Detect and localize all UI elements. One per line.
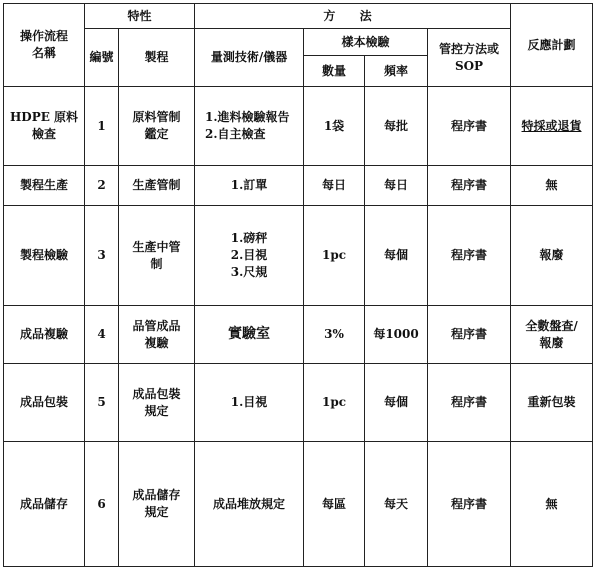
header-response-plan: 反應計劃 (511, 4, 593, 87)
row-response: 報廢 (511, 206, 593, 306)
row-process-name: HDPE 原料 檢查 (4, 87, 85, 166)
table-row (4, 166, 593, 206)
row-quantity: 3% (304, 306, 365, 364)
row-response: 重新包裝 (511, 364, 593, 442)
header-process-name: 操作流程 名稱 (4, 4, 85, 87)
row-response: 特採或退貨 (511, 87, 593, 166)
row-frequency: 每個 (365, 364, 428, 442)
row-process: 品管成品 複驗 (119, 306, 195, 364)
row-measurement: 1.訂單 (195, 166, 304, 206)
row-measurement: 1.磅秤 2.目視 3.尺規 (195, 206, 304, 306)
row-measurement: 1.進料檢驗報告 2.自主檢查 (195, 87, 304, 166)
row-process: 成品包裝 規定 (119, 364, 195, 442)
row-process: 原料管制 鑑定 (119, 87, 195, 166)
row-quantity: 每日 (304, 166, 365, 206)
row-frequency: 每批 (365, 87, 428, 166)
row-number: 5 (85, 364, 119, 442)
header-measurement: 量測技術/儀器 (195, 29, 304, 87)
header-method: 方 法 (195, 4, 511, 29)
row-process-name: 成品複驗 (4, 306, 85, 364)
header-sample-inspection: 樣本檢驗 (304, 29, 428, 56)
table-row (4, 442, 593, 567)
row-process-name: 製程生產 (4, 166, 85, 206)
header-frequency: 頻率 (365, 56, 428, 87)
row-control: 程序書 (428, 306, 511, 364)
row-quantity: 1pc (304, 206, 365, 306)
row-control: 程序書 (428, 364, 511, 442)
table-row (4, 206, 593, 306)
row-number: 1 (85, 87, 119, 166)
row-quantity: 1袋 (304, 87, 365, 166)
row-control: 程序書 (428, 206, 511, 306)
row-number: 4 (85, 306, 119, 364)
header-control-method: 管控方法或 SOP (428, 29, 511, 87)
row-response: 無 (511, 442, 593, 567)
row-frequency: 每個 (365, 206, 428, 306)
row-number: 2 (85, 166, 119, 206)
row-frequency: 每日 (365, 166, 428, 206)
row-number: 6 (85, 442, 119, 567)
table-row (4, 364, 593, 442)
row-process-name: 成品儲存 (4, 442, 85, 567)
header-quantity: 數量 (304, 56, 365, 87)
header-row-2 (4, 29, 593, 56)
header-row-1 (4, 4, 593, 29)
row-process: 生產管制 (119, 166, 195, 206)
table-row (4, 87, 593, 166)
row-measurement: 實驗室 (195, 306, 304, 364)
row-control: 程序書 (428, 87, 511, 166)
row-measurement: 成品堆放規定 (195, 442, 304, 567)
row-control: 程序書 (428, 442, 511, 567)
row-response: 全數盤查/ 報廢 (511, 306, 593, 364)
row-process-name: 製程檢驗 (4, 206, 85, 306)
row-process: 生產中管 制 (119, 206, 195, 306)
row-quantity: 每區 (304, 442, 365, 567)
row-process: 成品儲存 規定 (119, 442, 195, 567)
row-process-name: 成品包裝 (4, 364, 85, 442)
row-number: 3 (85, 206, 119, 306)
row-quantity: 1pc (304, 364, 365, 442)
row-frequency: 每1000 (365, 306, 428, 364)
control-plan-table (3, 3, 593, 567)
row-measurement: 1.目視 (195, 364, 304, 442)
header-number: 編號 (85, 29, 119, 87)
header-characteristics: 特性 (85, 4, 195, 29)
row-frequency: 每天 (365, 442, 428, 567)
row-control: 程序書 (428, 166, 511, 206)
header-process: 製程 (119, 29, 195, 87)
table-row (4, 306, 593, 364)
row-response: 無 (511, 166, 593, 206)
